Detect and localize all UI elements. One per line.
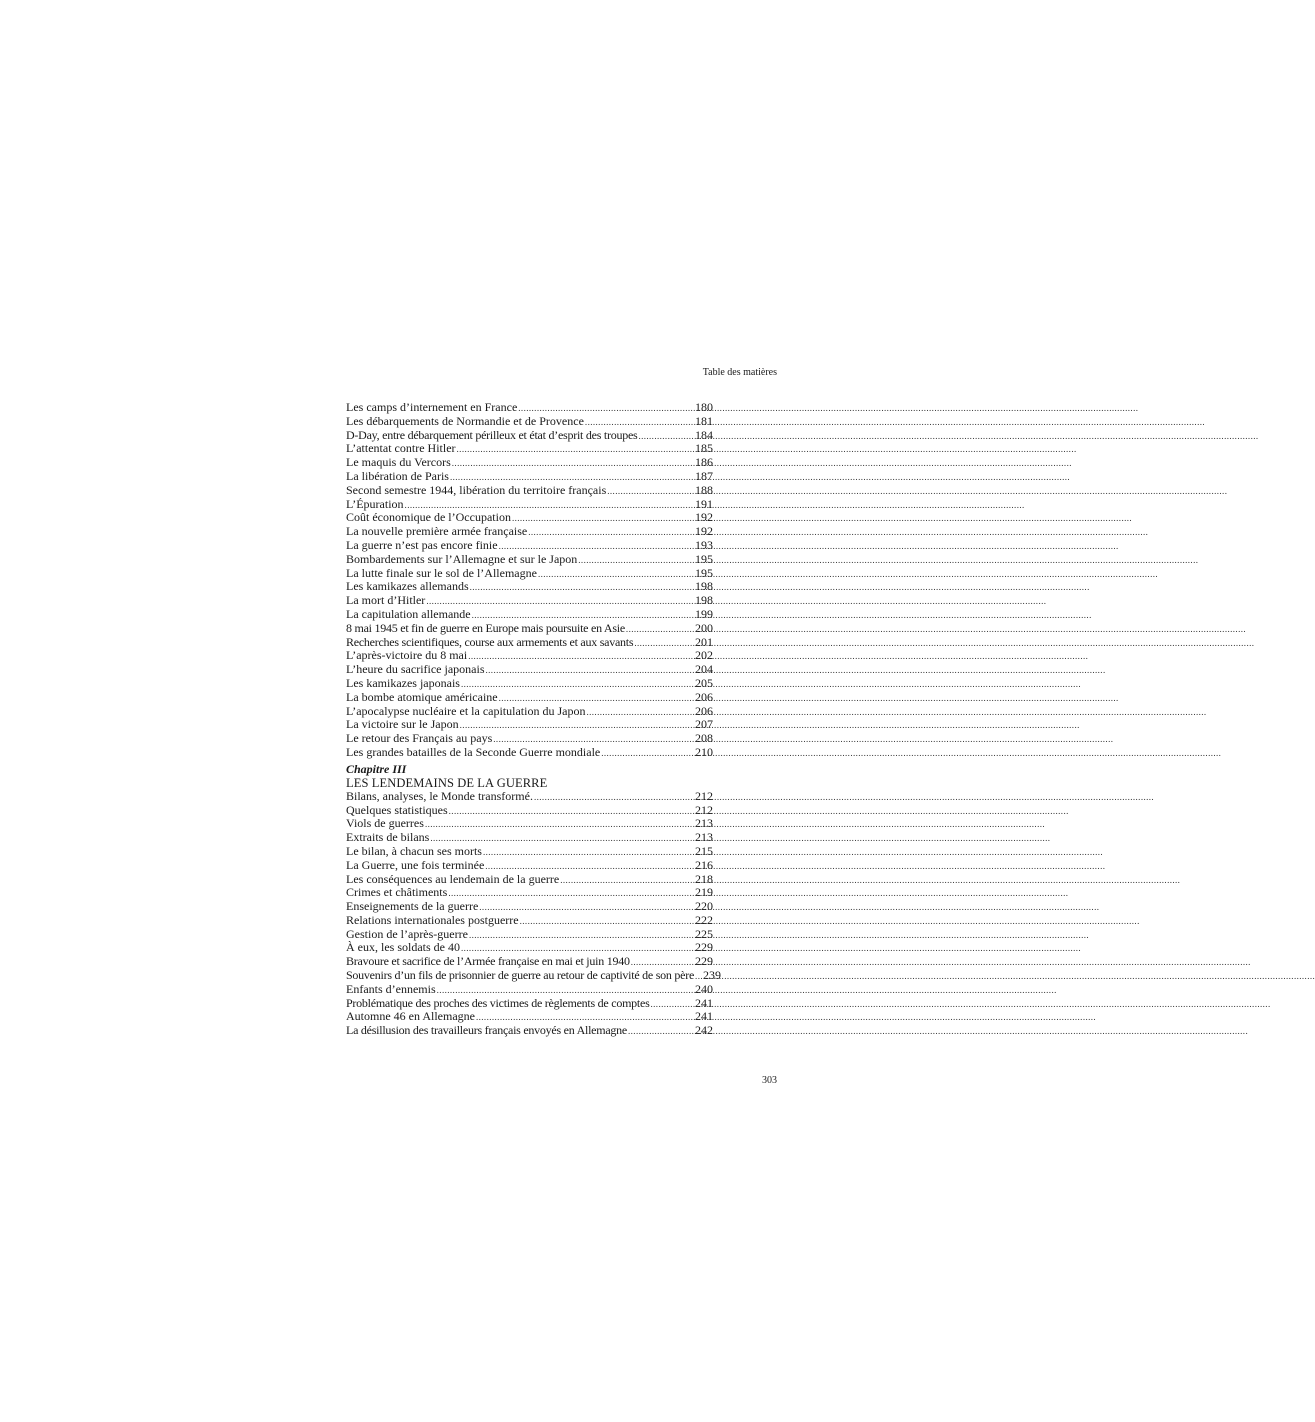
toc-entry (346, 539, 713, 553)
chapter-heading (346, 762, 713, 790)
toc-entry-page: 204 (695, 662, 713, 677)
toc-entry-title: La mort d’Hitler (346, 593, 426, 608)
toc-entry-title: Les conséquences au lendemain de la guerre (346, 871, 560, 886)
toc-entry-page: 188 (695, 482, 713, 497)
toc-entry-title: 8 mai 1945 et fin de guerre en Europe mais poursuite en Asie (346, 620, 625, 635)
toc-entry-title: Bilans, analyses, le Monde transformé. (346, 788, 533, 803)
toc-entry-page: 213 (695, 816, 713, 831)
toc-entry-title: Quelques statistiques (346, 802, 448, 817)
dot-leader (577, 554, 694, 568)
toc-entry-page: 225 (695, 926, 713, 941)
toc-entry (346, 636, 713, 650)
toc-entry-title: Les grandes batailles de la Seconde Guerre mondiale (346, 744, 601, 759)
toc-entry-title: La désillusion des travailleurs français envoyés en Allemagne (346, 1023, 627, 1038)
toc-entry (346, 955, 713, 969)
dot-leader (606, 485, 694, 499)
toc-entry-page: 240 (695, 981, 713, 996)
toc-entry-title: Les camps d’internement en France (346, 400, 518, 414)
toc-entry-page: 181 (695, 413, 713, 428)
toc-entry-title: Extraits de bilans (346, 830, 430, 845)
toc-entry (346, 484, 713, 498)
dot-leader (537, 568, 694, 582)
toc-entry-title: Automne 46 en Allemagne (346, 1009, 475, 1024)
toc-entry-page: 192 (695, 510, 713, 525)
dot-leader (482, 846, 694, 860)
toc-entry (346, 718, 713, 732)
dot-leader (637, 430, 694, 444)
toc-entry-title: La libération de Paris (346, 468, 449, 483)
toc-entry-title: Problématique des proches des victimes de règlements de comptes (346, 995, 650, 1010)
toc-entry-page: 219 (695, 885, 713, 900)
toc-entry-title: Les kamikazes allemands (346, 579, 469, 594)
toc-entry-page: 186 (695, 455, 713, 470)
toc-entry-page: 206 (695, 703, 713, 718)
toc-entry (346, 567, 713, 581)
toc-entry-title: La victoire sur le Japon (346, 717, 459, 732)
toc-entry (346, 900, 713, 914)
toc-entry (346, 859, 713, 873)
toc-entry-page: 185 (695, 441, 713, 456)
toc-entry-page: 216 (695, 857, 713, 872)
chapter-label: Chapitre III (346, 761, 407, 776)
dot-leader (559, 874, 694, 888)
toc-entry (346, 705, 713, 719)
toc-entry (346, 983, 713, 997)
dot-leader (456, 443, 694, 457)
toc-entry (346, 401, 713, 415)
toc-entry-title: Les kamikazes japonais (346, 675, 460, 690)
toc-entry-page: 207 (695, 717, 713, 732)
toc-entry-title: Recherches scientifiques, course aux armements et aux savants (346, 634, 634, 649)
toc-entry-title: À eux, les soldats de 40 (346, 940, 460, 955)
toc-entry-title: La Guerre, une fois terminée (346, 857, 485, 872)
toc-entry-page: 206 (695, 689, 713, 704)
toc-entry-title: Crimes et châtiments (346, 885, 448, 900)
toc-entry (346, 525, 713, 539)
dot-leader (650, 998, 695, 1012)
toc-entry (346, 873, 713, 887)
toc-entry-page: 229 (695, 954, 713, 969)
toc-entry (346, 746, 713, 760)
toc-section-2 (346, 788, 722, 1038)
dot-leader (627, 1025, 694, 1039)
dot-leader (447, 887, 694, 901)
toc-entry-title: Bombardements sur l’Allemagne et sur le Japon (346, 551, 578, 566)
toc-entry-title: L’attentat contre Hitler (346, 441, 456, 456)
toc-entry (346, 608, 713, 622)
toc-entry-page: 191 (695, 496, 713, 511)
dot-leader (527, 526, 694, 540)
toc-entry-title: D-Day, entre débarquement périlleux et état d’esprit des troupes (346, 427, 638, 442)
toc-entry-page: 241 (695, 995, 713, 1010)
toc-entry-title: L’Épuration (346, 496, 404, 511)
toc-entry-title: L’apocalypse nucléaire et la capitulation du Japon (346, 703, 586, 718)
dot-leader (519, 915, 694, 929)
toc-entry (346, 429, 713, 443)
table-of-contents (346, 400, 722, 1038)
toc-entry-title: Enfants d’ennemis (346, 981, 436, 996)
toc-entry-page: 220 (695, 899, 713, 914)
toc-entry (346, 831, 713, 845)
toc-entry (346, 1010, 713, 1024)
dot-leader (585, 706, 694, 720)
dot-leader (468, 929, 694, 943)
toc-entry-page: 210 (695, 744, 713, 759)
toc-entry-title: Souvenirs d’un fils de prisonnier de guerre au retour de captivité de son père (346, 968, 695, 983)
toc-entry-page: 212 (695, 788, 713, 803)
toc-entry-page: 202 (695, 648, 713, 663)
toc-entry-page: 198 (695, 579, 713, 594)
toc-entry-title: Les débarquements de Normandie et de Provence (346, 413, 584, 428)
toc-entry-title: L’heure du sacrifice japonais (346, 662, 485, 677)
toc-entry-title: Viols de guerres (346, 816, 424, 831)
toc-entry-title: Coût économique de l’Occupation (346, 510, 511, 525)
dot-leader (467, 650, 694, 664)
toc-entry (346, 553, 713, 567)
toc-entry-page: 180 (695, 400, 713, 414)
toc-entry-page: 184 (695, 427, 713, 442)
toc-entry-page: 192 (695, 524, 713, 539)
toc-entry-page: 198 (695, 593, 713, 608)
dot-leader (625, 623, 694, 637)
toc-entry (346, 580, 713, 594)
toc-entry (346, 817, 713, 831)
toc-entry (346, 677, 713, 691)
toc-entry-title: Relations internationales postguerre (346, 912, 519, 927)
dot-leader (600, 747, 694, 761)
toc-entry-page: 200 (695, 620, 713, 635)
toc-entry-page: 213 (695, 830, 713, 845)
toc-entry (346, 790, 713, 804)
dot-leader (424, 818, 694, 832)
toc-entry-title: La lutte finale sur le sol de l’Allemagne (346, 565, 537, 580)
toc-entry-page: 239 (703, 968, 722, 983)
dot-leader (511, 512, 694, 526)
toc-section-1 (346, 401, 713, 760)
toc-entry-title: La bombe atomique américaine (346, 689, 498, 704)
dot-leader (533, 791, 694, 805)
dot-leader (451, 457, 694, 471)
toc-entry-title: La nouvelle première armée française (346, 524, 528, 539)
toc-entry-title: Le bilan, à chacun ses morts (346, 843, 482, 858)
page-number: 303 (762, 1075, 777, 1086)
toc-entry-page: 242 (695, 1023, 713, 1038)
toc-entry (346, 442, 713, 456)
toc-entry (346, 511, 713, 525)
running-head: Table des matières (702, 367, 777, 378)
toc-entry-page: 222 (695, 912, 713, 927)
dot-leader (469, 581, 694, 595)
toc-entry-page: 195 (695, 551, 713, 566)
chapter-title: LES LENDEMAINS DE LA GUERRE (346, 775, 548, 790)
toc-entry-page: 201 (695, 634, 713, 649)
toc-entry-page: 208 (695, 731, 713, 746)
toc-entry-title: Enseignements de la guerre (346, 899, 479, 914)
toc-entry-page: 199 (695, 606, 713, 621)
toc-entry-page: 215 (695, 843, 713, 858)
toc-entry-page: 195 (695, 565, 713, 580)
toc-entry-title: Gestion de l’après-guerre (346, 926, 468, 941)
dot-leader (485, 664, 695, 678)
toc-entry (346, 1024, 713, 1038)
toc-entry-title: La guerre n’est pas encore finie (346, 537, 498, 552)
toc-entry-page: 212 (695, 802, 713, 817)
toc-entry-title: L’après-victoire du 8 mai (346, 648, 468, 663)
toc-entry-title: Le retour des Français au pays (346, 731, 493, 746)
dot-leader (633, 637, 694, 651)
toc-entry-page: 241 (695, 1009, 713, 1024)
toc-entry (346, 928, 713, 942)
toc-entry (346, 691, 713, 705)
toc-entry-page: 193 (695, 537, 713, 552)
toc-entry (346, 498, 713, 512)
toc-entry (346, 941, 713, 955)
toc-entry (346, 622, 713, 636)
toc-entry-page: 229 (695, 940, 713, 955)
toc-entry (346, 845, 713, 859)
toc-entry (346, 456, 713, 470)
toc-entry-title: Le maquis du Vercors (346, 455, 451, 470)
toc-entry (346, 415, 713, 429)
toc-entry-title: Bravoure et sacrifice de l’Armée française en mai et juin 1940 (346, 954, 630, 969)
dot-leader (459, 719, 694, 733)
toc-entry-title: Second semestre 1944, libération du territoire français (346, 482, 607, 497)
toc-entry (346, 997, 713, 1011)
toc-entry (346, 470, 713, 484)
toc-entry (346, 663, 713, 677)
toc-entry (346, 804, 713, 818)
dot-leader (448, 805, 694, 819)
toc-entry (346, 732, 713, 746)
toc-entry-title: La capitulation allemande (346, 606, 471, 621)
toc-entry (346, 649, 713, 663)
toc-entry (346, 968, 722, 983)
toc-entry (346, 914, 713, 928)
toc-entry (346, 594, 713, 608)
toc-entry-page: 218 (695, 871, 713, 886)
toc-entry-page: 205 (695, 675, 713, 690)
toc-entry-page: 187 (695, 468, 713, 483)
toc-entry (346, 886, 713, 900)
